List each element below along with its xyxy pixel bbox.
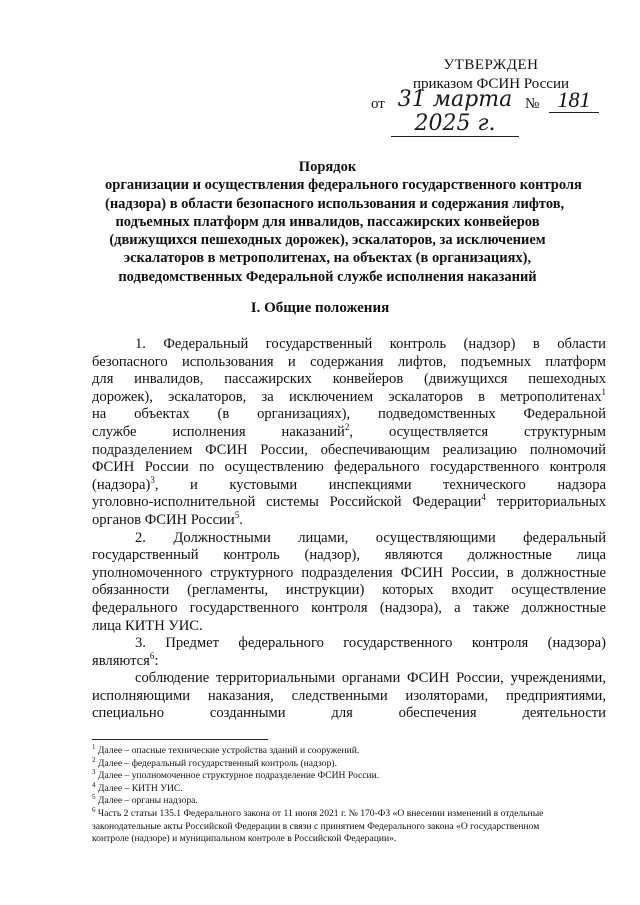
- paragraph-line: федерального государственного контроля (надзора), а также должностные: [92, 599, 606, 616]
- approval-date-handwritten: 31 марта 2025 г.: [391, 88, 519, 137]
- paragraph-text: , осуществляется структурным: [349, 423, 606, 440]
- paragraph-line: [92, 650, 606, 671]
- paragraph-line: ФСИН России по осуществлению федерального государственного контроля: [92, 459, 606, 476]
- paragraph-line: обязанности (регламенты, инструкции) которых входит осуществление: [92, 582, 606, 599]
- approval-title: УТВЕРЖДЕН: [443, 57, 539, 73]
- footnote: [92, 780, 606, 796]
- footnote-continuation: законодательные акты Российской Федерации в связи с принятием Федерального закона «О государственном: [92, 820, 540, 832]
- paragraph-line: безопасного использования и содержания лифтов, подъемных платформ: [92, 353, 606, 370]
- paragraph-text: , и кустовыми инспекциями технического надзора: [154, 476, 606, 493]
- heading-title: Порядок: [298, 159, 357, 175]
- footnote-continuation: контроле (надзоре) и муниципальном контроле в Российской Федерации».: [92, 833, 397, 845]
- footnote-ref: 1: [601, 386, 606, 397]
- footnote: [92, 755, 606, 771]
- paragraph-text: уголовно-исполнительной системы Российской Федерации: [92, 494, 482, 511]
- paragraph-text: территориальных: [485, 494, 606, 511]
- document-heading: [105, 158, 582, 286]
- footnote-ref: 4: [481, 492, 486, 503]
- footnote-ref: 3: [150, 474, 155, 485]
- footnote-ref: 5: [234, 510, 240, 521]
- approval-block: [371, 56, 611, 136]
- footnote-text: Далее – федеральный государственный контроль (надзор).: [97, 757, 337, 769]
- footnote-mark: 1: [92, 742, 96, 751]
- footnote-text: Далее – органы надзора.: [97, 795, 198, 807]
- footnote-mark: 2: [92, 755, 96, 764]
- document-body: [92, 336, 606, 723]
- paragraph-line: [92, 494, 606, 512]
- footnote-text: Далее – уполномоченное структурное подразделение ФСИН России.: [97, 770, 380, 782]
- heading-line: (движущихся пешеходных дорожек), эскалаторов, за исключением: [109, 232, 546, 249]
- footnote-ref: 2: [344, 422, 350, 433]
- approval-number-handwritten: 181: [549, 88, 599, 113]
- paragraph-text: .: [239, 511, 243, 528]
- paragraph-text: органов ФСИН России: [92, 511, 235, 528]
- paragraph-line: 2. Должностными лицами, осуществляющими федеральный: [135, 529, 606, 546]
- paragraph-text: являются: [92, 652, 150, 669]
- paragraph-line: на объектах (в организациях), подведомственных Федеральной: [92, 406, 606, 423]
- section-title: I. Общие положения: [250, 300, 390, 316]
- footnote: [92, 742, 606, 758]
- paragraph-line: 3. Предмет федерального государственного контроля (надзора): [135, 635, 606, 652]
- paragraph-text: дорожек), эскалаторов, за исключением эскалаторов в метрополитенах: [92, 388, 602, 405]
- paragraph-text: :: [154, 652, 159, 669]
- paragraph-text: (надзора): [92, 476, 151, 493]
- footnote: [92, 805, 606, 821]
- paragraph-line: [92, 474, 606, 495]
- paragraph-line: [92, 512, 606, 530]
- footnote-text: Часть 2 статьи 135.1 Федерального закона от 11 июня 2021 г. № 170-ФЗ «О внесении изменений в отдельные: [97, 807, 544, 819]
- footnote-mark: 5: [92, 793, 96, 802]
- approval-number-sign: №: [525, 96, 540, 112]
- paragraph-line: подразделением ФСИН России, обеспечивающим реализацию полномочий: [92, 441, 606, 458]
- approval-from-label: от: [371, 96, 385, 112]
- approval-date-line: [371, 87, 611, 136]
- heading-line: организации и осуществления федерального государственного контроля: [105, 177, 582, 194]
- footnote-mark: 3: [92, 768, 96, 776]
- heading-line: (надзора) в области безопасного использования и содержания лифтов,: [105, 195, 565, 212]
- paragraph-line: специально созданными для обеспечения деятельности: [92, 705, 606, 722]
- footnote-mark: 6: [92, 805, 96, 814]
- paragraph-line: исполняющими наказания, следственными изоляторами, предприятиями,: [92, 687, 606, 704]
- paragraph-line: соблюдение территориальными органами ФСИН России, учреждениями,: [135, 670, 606, 687]
- paragraph-text: службе исполнения наказаний: [92, 423, 345, 440]
- footnote-text: Далее – опасные технические устройства зданий и сооружений.: [97, 745, 360, 756]
- footnote-mark: 4: [92, 780, 96, 789]
- paragraph-line: [92, 424, 606, 442]
- paragraph-line: уполномоченного структурного подразделения ФСИН России, в должностные: [92, 564, 606, 581]
- paragraph-line: лица КИТН УИС.: [92, 617, 203, 634]
- footnote-text: Далее – КИТН УИС.: [97, 782, 183, 794]
- paragraph-line: 1. Федеральный государственный контроль (надзор) в области: [135, 336, 606, 352]
- heading-line: подведомственных Федеральной службе исполнения наказаний: [118, 268, 537, 285]
- footnote: [92, 795, 606, 808]
- paragraph-line: государственный контроль (надзор), являются должностные лица: [92, 547, 606, 564]
- footnote-divider: [92, 739, 268, 740]
- approval-order: приказом ФСИН России: [412, 76, 570, 92]
- footnotes: [92, 742, 606, 846]
- footnote: [92, 770, 606, 783]
- footnote-ref: 6: [149, 650, 155, 661]
- heading-line: эскалаторов в метрополитенах, на объектах (в организациях),: [123, 250, 532, 267]
- heading-line: подъемных платформ для инвалидов, пассажирских конвейеров: [115, 213, 540, 230]
- paragraph-line: [92, 386, 606, 407]
- paragraph-line: для инвалидов, пассажирских конвейеров (движущихся пешеходных: [92, 371, 606, 388]
